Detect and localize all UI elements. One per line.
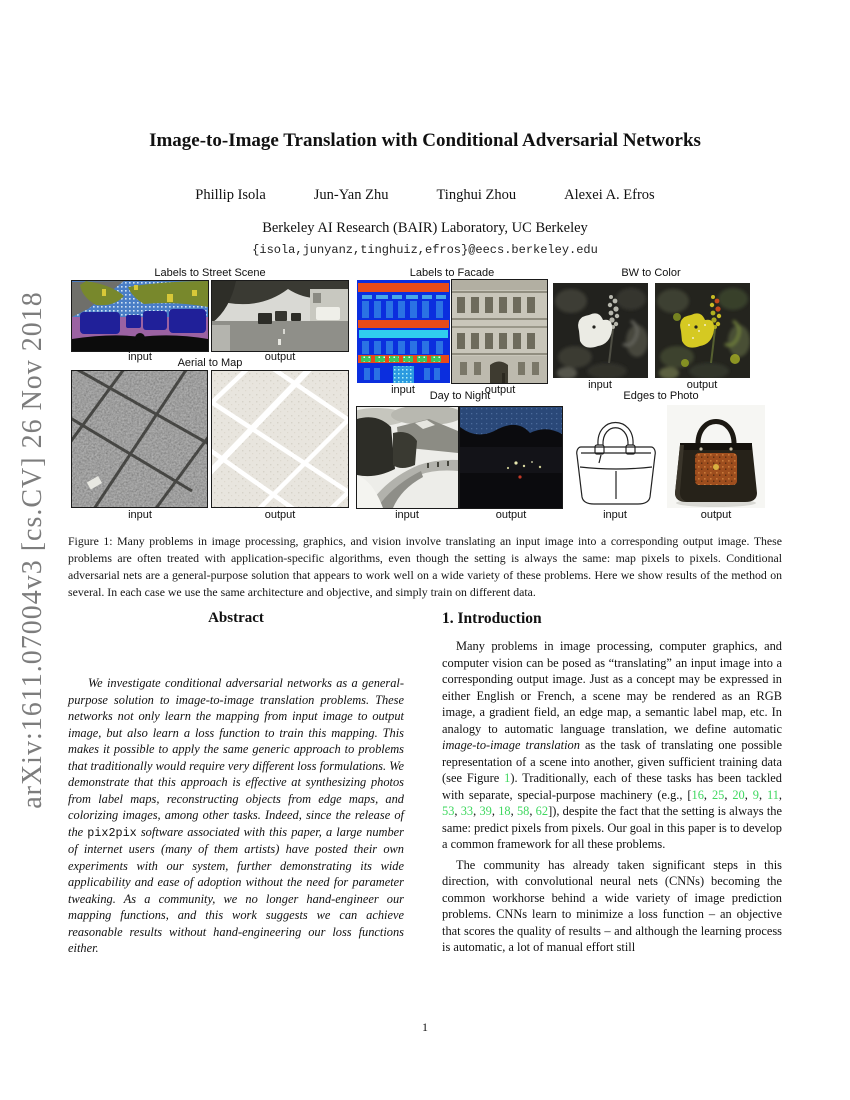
- facade-input-label: input: [391, 384, 415, 396]
- day-input-label: input: [395, 509, 419, 521]
- facade-output-label: output: [484, 384, 516, 396]
- photo-output-image: [667, 405, 765, 508]
- figure-group-title-aerial: Aerial to Map: [177, 357, 243, 369]
- bw-input-label: input: [588, 379, 612, 391]
- text-segment: ). Traditionally, each of these tasks has been tackled with separate, special-purpose machinery (e.g., [: [442, 771, 782, 802]
- day-output-label: output: [495, 509, 527, 521]
- aerial-output-label: output: [264, 509, 296, 521]
- citation-link[interactable]: 58: [516, 804, 530, 818]
- bw-output-label: output: [686, 379, 718, 391]
- aerial-input-label: input: [128, 509, 152, 521]
- text-segment: ,: [744, 787, 753, 802]
- edges-output-label: output: [700, 509, 732, 521]
- left-column: [68, 610, 404, 957]
- figure-group-title-street: Labels to Street Scene: [154, 267, 266, 279]
- arxiv-banner: arXiv:1611.07004v3 [cs.CV] 26 Nov 2018: [17, 291, 48, 809]
- author-name: Jun-Yan Zhu: [313, 187, 389, 203]
- figure-group-title-edges: Edges to Photo: [623, 390, 699, 402]
- introduction-heading: 1. Introduction: [442, 610, 542, 627]
- night-output-image: [460, 407, 562, 508]
- affiliation: Berkeley AI Research (BAIR) Laboratory, UC Berkeley: [262, 220, 588, 236]
- edges-input-image: [568, 405, 663, 508]
- text-segment: ,: [473, 804, 480, 818]
- color-output-image: [655, 283, 750, 378]
- right-column: [442, 610, 782, 956]
- text-segment: ,: [703, 787, 712, 802]
- citation-link[interactable]: 11: [766, 787, 779, 802]
- author-name: Alexei A. Efros: [564, 187, 655, 203]
- citation-link[interactable]: 16: [691, 787, 704, 802]
- street-output-label: output: [264, 351, 296, 363]
- text-segment: ,: [724, 787, 733, 802]
- aerial-input-image: [72, 371, 207, 507]
- text-segment: image-to-image translation: [442, 738, 580, 752]
- author-list: [0, 187, 850, 204]
- text-segment: ,: [491, 804, 499, 818]
- abstract-text: [68, 675, 404, 957]
- introduction-paragraph-2: The community has already taken significant steps in this direction, with convolutional neural nets (CNNs) becoming the common workhorse behind a wide variety of image prediction problems. CNNs learn to minimize a loss function – an objective that scores the quality of results – and although the learning process is automatic, a lot of manual effort still: [442, 857, 782, 954]
- citation-link[interactable]: 39: [479, 804, 492, 818]
- introduction-paragraph-1: [442, 638, 782, 853]
- abstract-heading: Abstract: [208, 610, 264, 626]
- map-output-image: [212, 371, 348, 507]
- citation-link[interactable]: 20: [732, 787, 745, 802]
- street-input-label: input: [128, 351, 152, 363]
- figure-group-title-bw: BW to Color: [621, 267, 681, 279]
- citation-link[interactable]: 33: [460, 804, 474, 818]
- citation-link[interactable]: 62: [535, 804, 549, 818]
- citation-link[interactable]: 9: [752, 787, 759, 802]
- facade-photo-output-image: [452, 280, 547, 383]
- text-segment: ]), despite the fact that the setting is always the same: predict pixels from pixels. Our goal in this paper is to develop a common framework for all these problems.: [442, 804, 782, 851]
- text-segment: ,: [758, 787, 767, 802]
- page-number: 1: [422, 1020, 428, 1034]
- text-segment: ,: [510, 804, 517, 818]
- citation-link[interactable]: 1: [504, 771, 511, 785]
- author-name: Phillip Isola: [195, 187, 266, 203]
- text-segment: software associated with this paper, a large number of internet users (many of them artists) have posted their own experiments with our system, further demonstrating its wide applicability and ease of adoption without the need for parameter tweaking. As a community, we no longer hand-engineer our mapping functions, and this work suggests we can achieve reasonable results without hand-engineering our loss functions either.: [68, 824, 404, 955]
- edges-input-label: input: [603, 509, 627, 521]
- street-photo-output-image: [212, 281, 348, 351]
- figure1-caption: Figure 1: Many problems in image processing, graphics, and vision involve translating an input image into a corresponding output image. These problems are often treated with application-specific algorithms, even though the setting is always the same: map pixels to pixels. Conditional adversarial nets are a general-purpose solution that appears to work well on a wide variety of these problems. Here we show results of the method on several. In each case we use the same architecture and objective, and simply train on different data.: [68, 534, 782, 599]
- text-segment: as the task of translating one possible representation of a scene into another, given sufficient training data (see Figure: [442, 738, 782, 785]
- text-segment: pix2pix: [87, 825, 137, 840]
- text-segment: ,: [454, 804, 461, 818]
- text-segment: Many problems in image processing, computer graphics, and computer vision can be posed as “translating” an input image into a corresponding output image. Just as a concept may be expressed in either English or French, a scene may be rendered as an RGB image, a gradient field, an edge map, a semantic label map, etc. In analogy to automatic language translation, we define automatic: [442, 639, 782, 736]
- text-segment: ,: [529, 804, 536, 818]
- email-line: {isola,junyanz,tinghuiz,efros}@eecs.berkeley.edu: [252, 243, 598, 257]
- citation-link[interactable]: 53: [442, 804, 455, 818]
- facade-labels-input-image: [357, 280, 450, 383]
- day-input-image: [357, 407, 458, 508]
- paper-title: Image-to-Image Translation with Conditional Adversarial Networks: [149, 130, 701, 151]
- text-segment: We investigate conditional adversarial networks as a general-purpose solution to image-to-image translation problems. These networks not only learn the mapping from input image to output image, but also learn a loss function to train this mapping. This makes it possible to apply the same generic approach to problems that traditionally would require very different loss formulations. We demonstrate that this approach is effective at synthesizing photos from label maps, reconstructing objects from edge maps, and colorizing images, among other tasks. Indeed, since the release of the: [68, 676, 404, 839]
- text-segment: ,: [778, 787, 783, 802]
- citation-link[interactable]: 18: [498, 804, 511, 818]
- author-name: Tinghui Zhou: [436, 187, 517, 203]
- figure-group-title-facade: Labels to Facade: [409, 267, 495, 279]
- street-labels-input-image: [72, 281, 208, 351]
- citation-link[interactable]: 25: [711, 787, 725, 802]
- figure-group-title-day: Day to Night: [429, 390, 491, 402]
- bw-input-image: [553, 283, 648, 378]
